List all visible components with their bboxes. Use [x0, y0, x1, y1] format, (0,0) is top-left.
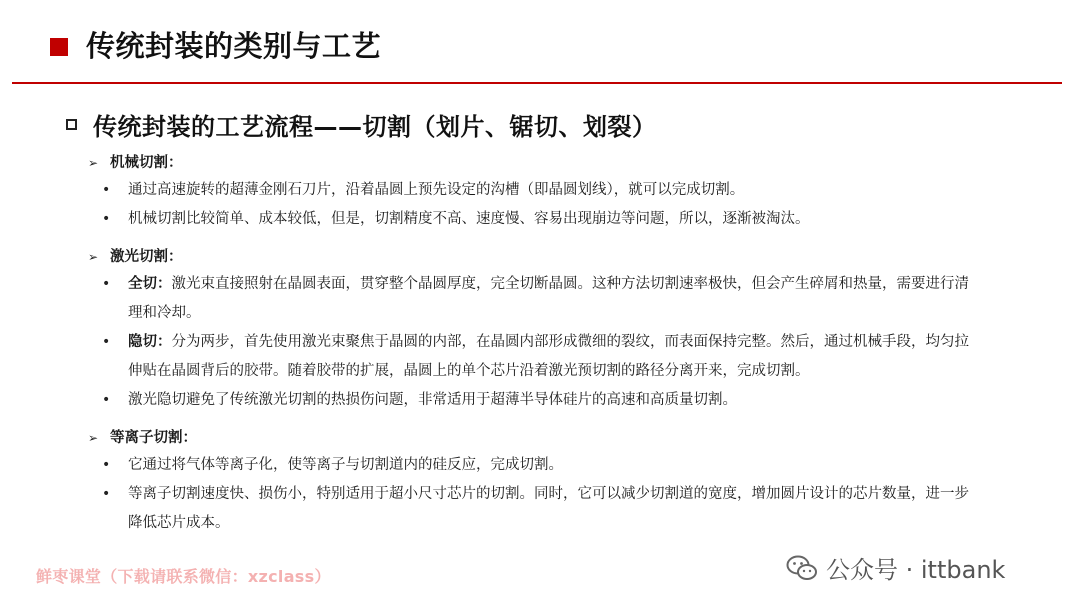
section-heading — [88, 150, 1018, 176]
title-divider — [12, 82, 1062, 84]
bullet-dot-icon: • — [102, 276, 111, 292]
wechat-icon — [786, 554, 818, 582]
section-title: 激光切割： — [110, 248, 183, 265]
list-item-text: 等离子切割速度快、损伤小，特别适用于超小尺寸芯片的切割。同时，它可以减少切割道的宽度，增加圆片设计的芯片数量，进一步降低芯片成本。 — [128, 486, 969, 531]
section-heading — [88, 425, 1018, 451]
page-title: 传统封装的类别与工艺 — [86, 29, 382, 63]
hollow-square-bullet-icon — [66, 119, 77, 130]
arrow-bullet-icon: ➢ — [88, 430, 99, 445]
arrow-bullet-icon: ➢ — [88, 155, 99, 170]
title-marker — [50, 38, 68, 56]
section-title: 机械切割： — [110, 154, 183, 171]
list-item — [88, 176, 1018, 205]
subtitle: 传统封装的工艺流程——切割（划片、锯切、划裂） — [93, 112, 657, 141]
bullet-dot-icon: • — [102, 486, 111, 502]
list-item-body: 分为两步，首先使用激光束聚焦于晶圆的内部，在晶圆内部形成微细的裂纹，而表面保持完整。然后，通过机械手段，均匀拉伸贴在晶圆背后的胶带。随着胶带的扩展，晶圆上的单个芯片沿着激光预切割的路径分离开来，完成切割。 — [128, 334, 969, 379]
list-item — [88, 386, 1018, 415]
bullet-dot-icon: • — [102, 457, 111, 473]
bullet-dot-icon: • — [102, 182, 111, 198]
list-item-text: 通过高速旋转的超薄金刚石刀片，沿着晶圆上预先设定的沟槽（即晶圆划线），就可以完成切割。 — [128, 182, 745, 198]
list-item-text — [128, 270, 978, 328]
content-body — [88, 150, 1018, 538]
section-title: 等离子切割： — [110, 429, 197, 446]
wechat-watermark — [786, 550, 1005, 585]
section-heading — [88, 244, 1018, 270]
list-item — [88, 205, 1018, 234]
list-item-text: 机械切割比较简单、成本较低，但是，切割精度不高、速度慢、容易出现崩边等问题，所以，逐渐被淘汰。 — [128, 211, 810, 227]
list-item — [88, 451, 1018, 480]
footer-source: 鲜枣课堂（下载请联系微信：xzclass） — [36, 567, 331, 586]
list-item — [88, 270, 1018, 328]
bullet-dot-icon: • — [102, 392, 111, 408]
watermark-text: 公众号 · ittbank — [826, 556, 1006, 584]
arrow-bullet-icon: ➢ — [88, 249, 99, 264]
list-item-body: 激光束直接照射在晶圆表面，贯穿整个晶圆厚度，完全切断晶圆。这种方法切割速率极快，但会产生碎屑和热量，需要进行清理和冷却。 — [128, 276, 969, 321]
list-item — [88, 328, 1018, 386]
subtitle-row — [66, 106, 657, 142]
list-item-text: 激光隐切避免了传统激光切割的热损伤问题，非常适用于超薄半导体硅片的高速和高质量切割。 — [128, 392, 737, 408]
list-item-text: 它通过将气体等离子化，使等离子与切割道内的硅反应，完成切割。 — [128, 457, 563, 473]
bullet-dot-icon: • — [102, 211, 111, 227]
bullet-dot-icon: • — [102, 334, 111, 350]
list-item-lead: 隐切： — [128, 334, 172, 350]
list-item-text — [128, 328, 978, 386]
list-item — [88, 480, 1018, 538]
list-item-lead: 全切： — [128, 276, 172, 292]
